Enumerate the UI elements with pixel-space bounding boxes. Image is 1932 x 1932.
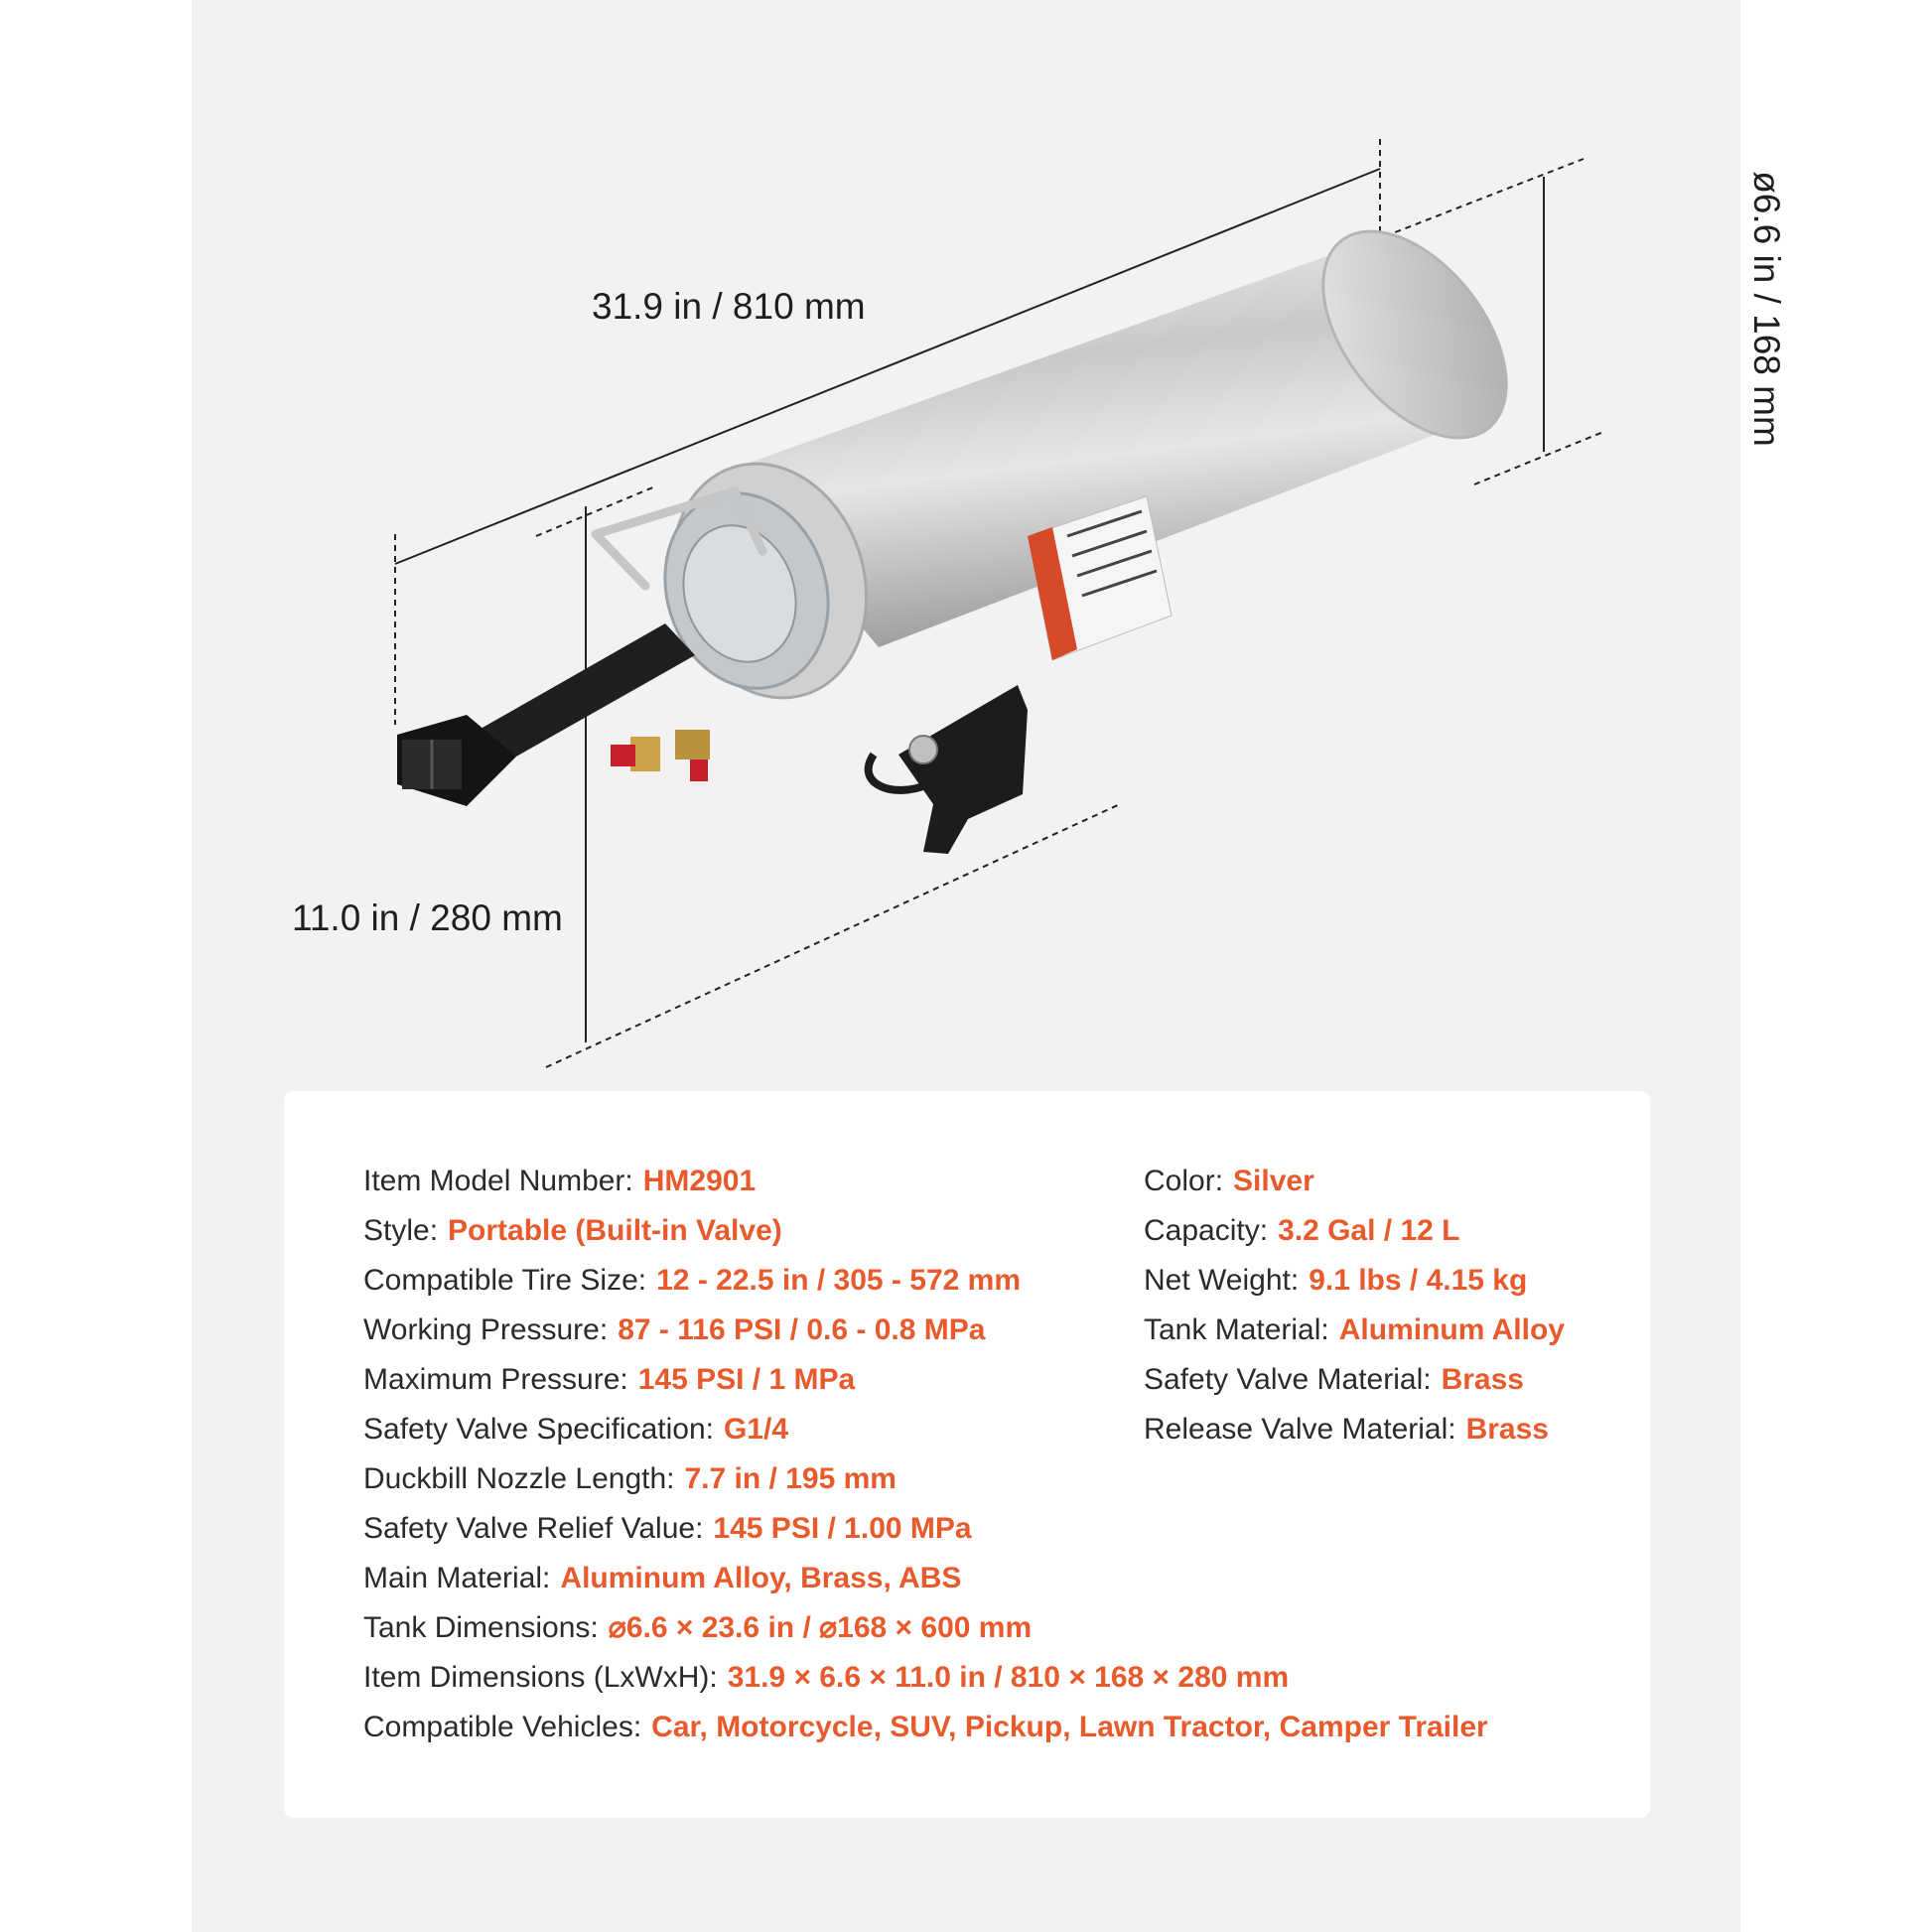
release-valve-icon: [611, 730, 710, 781]
spec-label: Duckbill Nozzle Length:: [363, 1462, 675, 1495]
spec-label: Safety Valve Material:: [1144, 1363, 1432, 1396]
spec-value: 12 - 22.5 in / 305 - 572 mm: [656, 1264, 1021, 1297]
duckbill-nozzle-icon: [397, 623, 695, 806]
spec-row: [1144, 1306, 1565, 1355]
spec-value: 145 PSI / 1 MPa: [637, 1363, 856, 1396]
spec-value: 3.2 Gal / 12 L: [1278, 1214, 1460, 1247]
height-extension-bottom: [546, 804, 1120, 1067]
spec-value: Aluminum Alloy: [1338, 1313, 1565, 1346]
spec-label: Safety Valve Specification:: [363, 1413, 714, 1446]
spec-row: [363, 1703, 1488, 1752]
spec-label: Maximum Pressure:: [363, 1363, 628, 1396]
spec-value: Brass: [1441, 1363, 1524, 1396]
spec-label: Tank Dimensions:: [363, 1611, 599, 1644]
spec-label: Main Material:: [363, 1562, 551, 1594]
diameter-extension-bottom: [1474, 432, 1603, 484]
spec-label: Item Dimensions (LxWxH):: [363, 1661, 718, 1694]
spec-value: Silver: [1233, 1165, 1314, 1197]
spec-value: Portable (Built-in Valve): [448, 1214, 782, 1247]
spec-label: Color:: [1144, 1165, 1224, 1197]
spec-row: [1144, 1355, 1565, 1405]
length-dimension-label: 31.9 in / 810 mm: [592, 286, 866, 327]
height-dimension-label: 11.0 in / 280 mm: [292, 897, 563, 938]
diameter-dimension-label: ø6.6 in / 168 mm: [1745, 171, 1787, 447]
spec-label: Compatible Vehicles:: [363, 1711, 642, 1743]
spec-value: Brass: [1465, 1413, 1549, 1446]
spec-label: Item Model Number:: [363, 1165, 633, 1197]
spec-row: [363, 1454, 1488, 1504]
spec-value: ⌀6.6 × 23.6 in / ⌀168 × 600 mm: [608, 1611, 1033, 1644]
spec-value: G1/4: [723, 1413, 789, 1446]
diameter-extension-top: [1385, 159, 1584, 236]
spec-row: [1144, 1206, 1565, 1256]
spec-row: [363, 1603, 1488, 1653]
spec-value: HM2901: [642, 1165, 757, 1197]
spec-label: Safety Valve Relief Value:: [363, 1512, 704, 1545]
spec-label: Style:: [363, 1214, 439, 1247]
spec-value: 7.7 in / 195 mm: [684, 1462, 897, 1495]
spec-row: [363, 1554, 1488, 1603]
spec-label: Tank Material:: [1144, 1313, 1329, 1346]
height-extension-top: [536, 486, 655, 536]
spec-card: [284, 1091, 1650, 1818]
spec-label: Working Pressure:: [363, 1313, 609, 1346]
spec-label: Release Valve Material:: [1144, 1413, 1456, 1446]
spec-label: Capacity:: [1144, 1214, 1269, 1247]
spec-label: Net Weight:: [1144, 1264, 1300, 1297]
spec-value: Car, Motorcycle, SUV, Pickup, Lawn Tractor, Camper Trailer: [651, 1711, 1488, 1743]
spec-list-right: [1144, 1157, 1565, 1454]
spec-value: 9.1 lbs / 4.15 kg: [1309, 1264, 1528, 1297]
spec-value: 87 - 116 PSI / 0.6 - 0.8 MPa: [618, 1313, 986, 1346]
spec-row: [1144, 1157, 1565, 1206]
spec-value: 145 PSI / 1.00 MPa: [713, 1512, 972, 1545]
spec-row: [363, 1653, 1488, 1703]
spec-value: Aluminum Alloy, Brass, ABS: [560, 1562, 962, 1594]
spec-row: [1144, 1256, 1565, 1306]
spec-row: [1144, 1405, 1565, 1454]
spec-row: [363, 1504, 1488, 1554]
spec-label: Compatible Tire Size:: [363, 1264, 647, 1297]
spec-value: 31.9 × 6.6 × 11.0 in / 810 × 168 × 280 mm: [727, 1661, 1290, 1694]
pistol-grip-icon: [869, 685, 1028, 854]
